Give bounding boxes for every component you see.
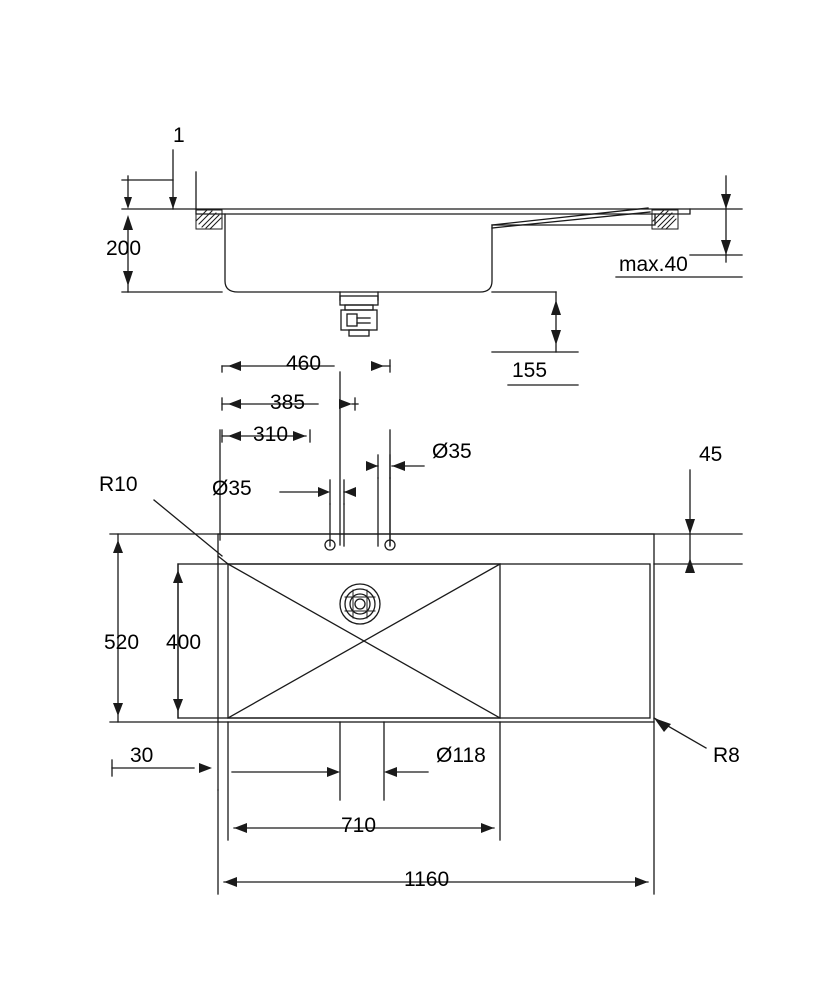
label-dim-385: 385: [270, 391, 306, 414]
label-dim-1160: 1160: [404, 868, 450, 891]
label-drain-155: 155: [512, 359, 548, 382]
label-dim-710: 710: [341, 814, 377, 837]
label-edge-45: 45: [699, 443, 723, 466]
label-drain-118: Ø118: [436, 744, 486, 767]
label-radius-8: R8: [713, 744, 740, 767]
label-depth-200: 200: [106, 237, 142, 260]
label-max-40: max.40: [619, 253, 688, 276]
label-hole-35-right: Ø35: [432, 440, 472, 463]
label-radius-10: R10: [99, 473, 138, 496]
label-dim-520: 520: [104, 631, 140, 654]
label-thickness-1: 1: [173, 124, 185, 147]
label-dim-400: 400: [166, 631, 202, 654]
label-dim-30: 30: [130, 744, 154, 767]
label-dim-460: 460: [286, 352, 322, 375]
label-dim-310: 310: [253, 423, 289, 446]
label-hole-35-left: Ø35: [212, 477, 252, 500]
